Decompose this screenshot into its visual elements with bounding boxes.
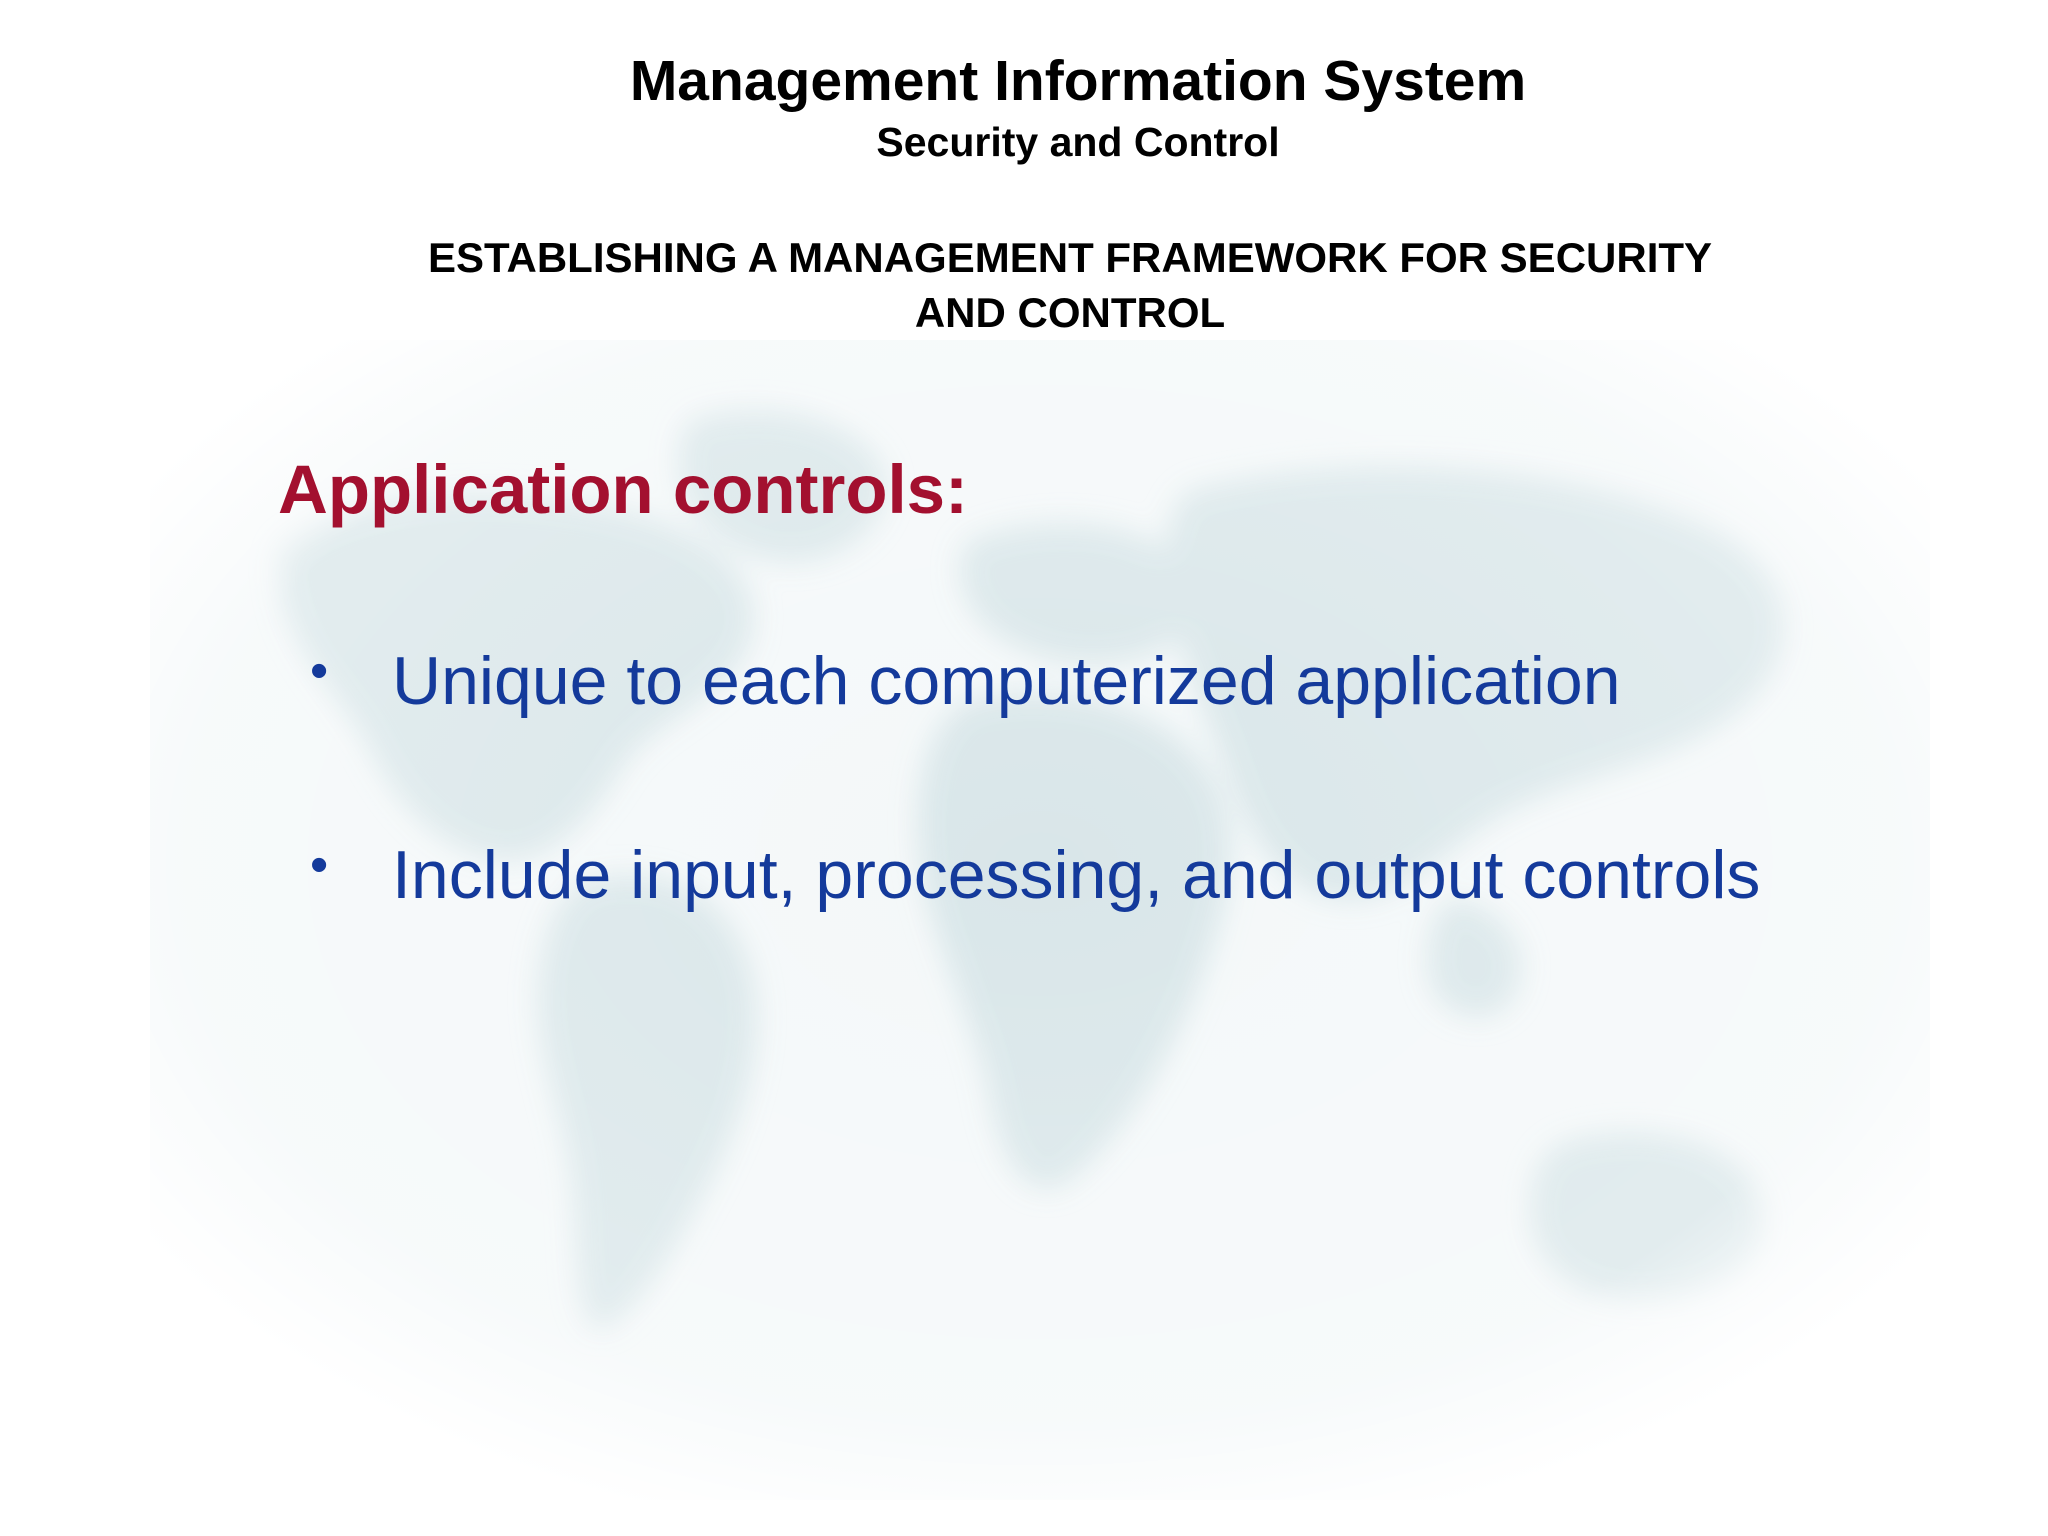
- page-subtitle: Security and Control: [876, 119, 1280, 165]
- bullet-dot-icon: •: [310, 836, 329, 894]
- bullet-list: [310, 640, 1810, 1028]
- section-heading: ESTABLISHING A MANAGEMENT FRAMEWORK FOR SECURITY AND CONTROL: [427, 234, 1713, 336]
- list-item: [310, 834, 1810, 916]
- content-heading: Application controls:: [278, 451, 968, 528]
- bullet-text: Unique to each computerized application: [392, 643, 1621, 719]
- page-title: Management Information System: [629, 49, 1527, 113]
- bullet-text: Include input, processing, and output controls: [392, 837, 1761, 913]
- list-item: [310, 640, 1810, 722]
- bullet-dot-icon: •: [310, 642, 329, 700]
